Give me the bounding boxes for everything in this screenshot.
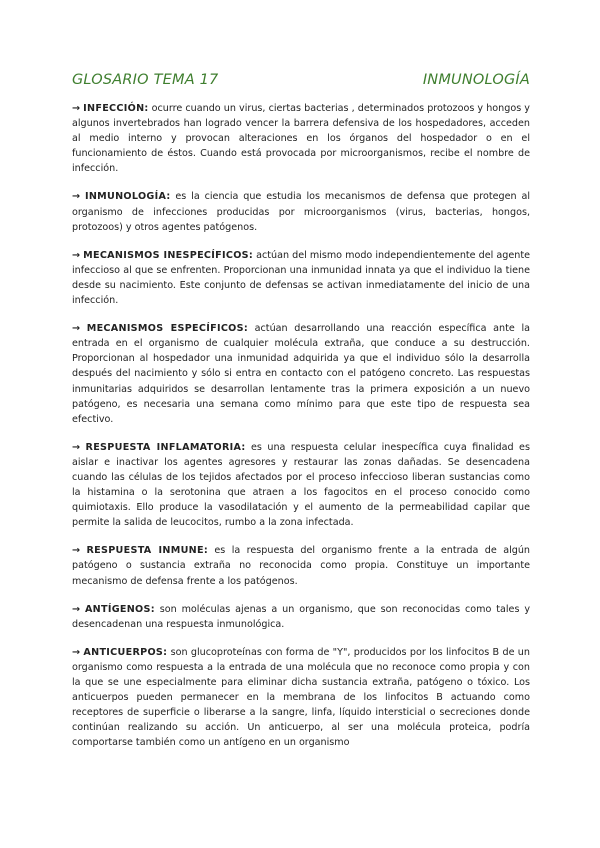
definition-mecanismos-especificos: actúan desarrollando una reacción específica ante la entrada en el organismo de cualquier molécula extraña, que conduce a su destrucción. Proporcionan al hospedador una inmunidad adquirida ya que el individuo sólo la desarrolla después del nacimiento y sólo si entra en contacto con el patógeno concreto. Las respuestas inmunitarias adquiridos se desarrollan lentamente tras la primera exposición a un nuevo patógeno, es necesaria una semana como mínimo para que este tipo de respuesta sea efectivo. [72, 323, 530, 425]
definition-respuesta-inmune: es la respuesta del organismo frente a la entrada de algún patógeno o sustancia extraña no reconocida como propia. Constituye un importante mecanismo de defensa frente a los patógenos. [72, 545, 530, 587]
glossary-entry-respuesta-inmune [72, 543, 530, 588]
arrow-icon: → [72, 603, 81, 615]
document-page [72, 72, 530, 763]
definition-anticuerpos: son glucoproteínas con forma de "Y", producidos por los linfocitos B de un organismo como respuesta a la entrada de una molécula que no reconoce como propia y con la que se une especialmente para eliminar dicha sustancia extraña, patógeno o tóxico. Los anticuerpos pueden permanecer en la membrana de los linfocitos B actuando como receptores de superficie o liberarse a la sangre, linfa, líquido intersticial o secreciones donde continúan realizando su acción. Un anticuerpo, al ser una molécula proteica, podría comportarse también como un antígeno en un organismo [72, 646, 530, 749]
term-inmunologia: INMUNOLOGÍA: [84, 191, 171, 203]
arrow-icon: → [72, 323, 81, 335]
definition-respuesta-inflamatoria: es una respuesta celular inespecífica cuya finalidad es aislar e inactivar los agentes agresores y restaurar las zonas dañadas. Se desencadena cuando las células de los tejidos afectados por el proceso infeccioso liberan sustancias como la histamina o la serotonina que atraen a los fagocitos en el proceso conocido como quimiotaxis. Ello produce la vasodilatación y el aumento de la permeabilidad capilar que permite la salida de leucocitos, rumbo a la zona infectada. [72, 441, 530, 529]
term-respuesta-inmune: RESPUESTA INMUNE: [86, 545, 208, 557]
arrow-icon: → [72, 646, 81, 658]
arrow-icon: → [72, 441, 81, 453]
glossary-title: GLOSARIO TEMA 17 [72, 72, 219, 88]
term-respuesta-inflamatoria: RESPUESTA INFLAMATORIA: [85, 441, 246, 453]
glossary-entry-respuesta-inflamatoria [72, 440, 530, 531]
glossary-entry-inmunologia [72, 189, 530, 234]
arrow-icon: → [72, 191, 81, 203]
definition-inmunologia: es la ciencia que estudia los mecanismos de defensa que protegen al organismo de infecciones producidas por microorganismos (virus, bacterias, hongos, protozoos) y otros agentes patógenos. [72, 191, 531, 233]
definition-infeccion: ocurre cuando un virus, ciertas bacterias , determinados protozoos y hongos y algunos invertebrados han logrado vencer la barrera defensiva de los hospedadores, acceden al medio interno y provocan alteraciones en los órganos del hospedador o en el funcionamiento de éstos. Cuando está provocada por microorganismos, recibe el nombre de infección. [72, 103, 530, 175]
arrow-icon: → [72, 249, 81, 261]
page-header [72, 72, 530, 88]
glossary-entry-infeccion [72, 101, 530, 176]
glossary-entry-antigenos [72, 602, 530, 632]
definition-antigenos: son moléculas ajenas a un organismo, que son reconocidas como tales y desencadenan una respuesta inmunológica. [72, 603, 530, 630]
term-antigenos: ANTÍGENOS: [84, 603, 155, 615]
term-mecanismos-inespecificos: MECANISMOS INESPECÍFICOS: [83, 249, 253, 261]
glossary-entry-mecanismos-especificos [72, 321, 530, 427]
term-mecanismos-especificos: MECANISMOS ESPECÍFICOS: [86, 323, 248, 335]
subject-title: INMUNOLOGÍA [422, 72, 530, 88]
definition-mecanismos-inespecificos: actúan del mismo modo independientemente del agente infeccioso al que se enfrenten. Proporcionan una inmunidad innata ya que el individuo la tiene desde su nacimiento. Este conjunto de defensas se activan inmediatamente del inicio de una infección. [72, 249, 530, 307]
arrow-icon: → [72, 103, 81, 114]
term-infeccion: INFECCIÓN: [83, 103, 149, 114]
arrow-icon: → [72, 545, 81, 557]
glossary-entry-mecanismos-inespecificos [72, 248, 530, 308]
glossary-entry-anticuerpos [72, 645, 530, 751]
term-anticuerpos: ANTICUERPOS: [83, 646, 168, 658]
